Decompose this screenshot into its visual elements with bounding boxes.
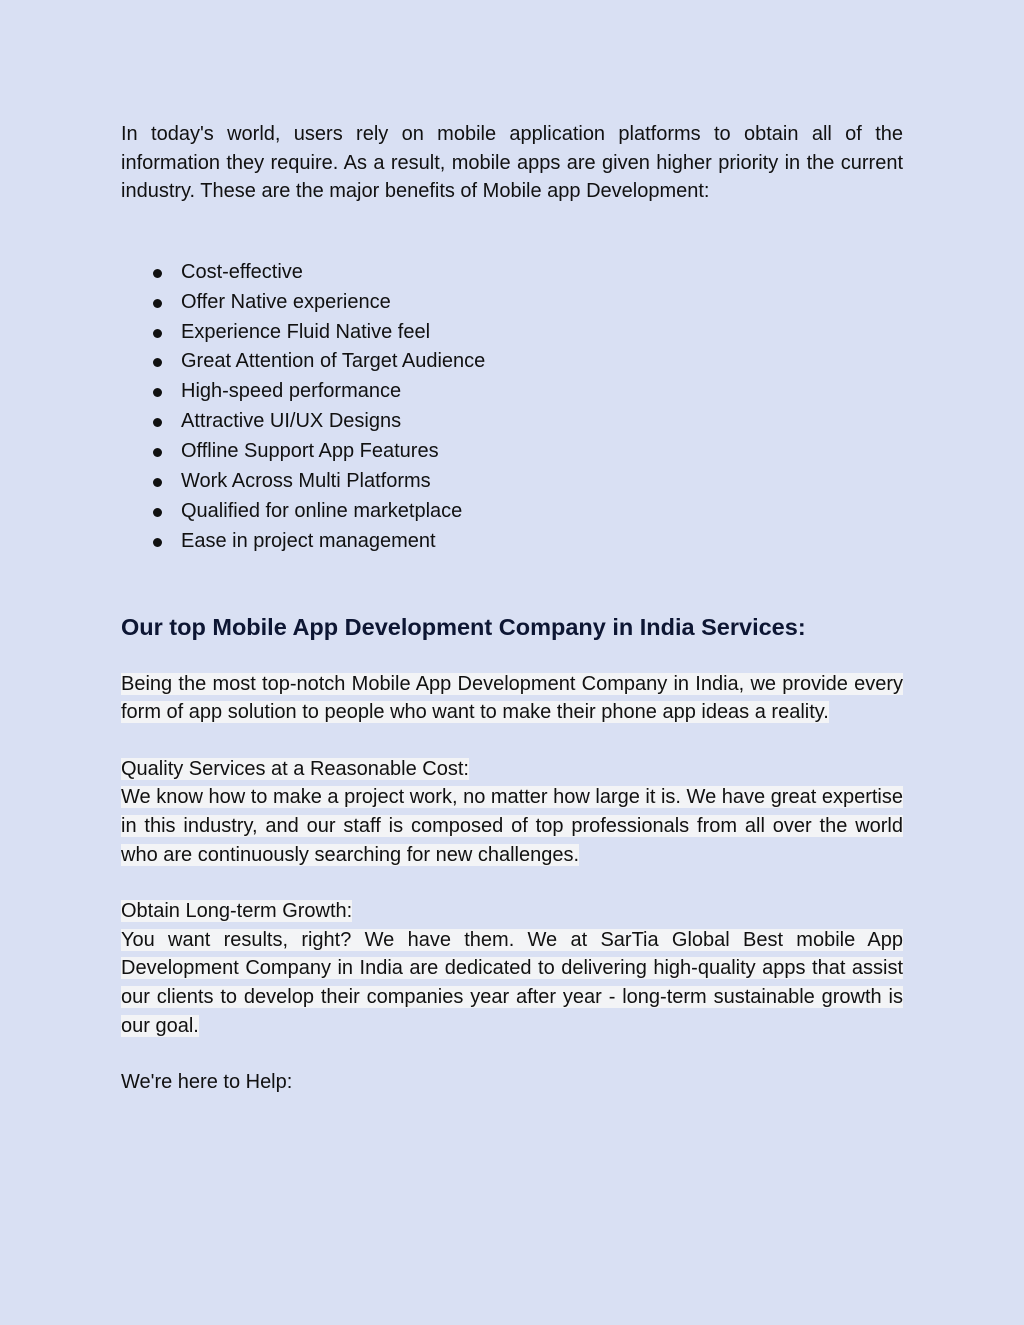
benefit-text: Offer Native experience xyxy=(181,290,391,313)
list-item xyxy=(121,467,903,497)
bullet-icon xyxy=(153,538,162,547)
benefit-text: Experience Fluid Native feel xyxy=(181,320,431,343)
benefit-text: Cost-effective xyxy=(181,260,303,283)
bullet-icon xyxy=(153,478,162,487)
benefit-text: High-speed performance xyxy=(181,380,402,403)
services-heading: Our top Mobile App Development Company in India Services: xyxy=(121,613,806,640)
services-intro-text: Being the most top-notch Mobile App Development Company in India, we provide every form of app solution to people who want to make their phone app ideas a reality. xyxy=(121,672,903,724)
list-item xyxy=(121,377,903,407)
bullet-icon xyxy=(153,388,162,397)
list-item xyxy=(121,258,903,288)
bullet-icon xyxy=(153,358,162,367)
closing-line: We're here to Help: xyxy=(121,1071,293,1094)
list-item xyxy=(121,407,903,437)
section-title-text: Quality Services at a Reasonable Cost: xyxy=(121,757,469,780)
bullet-icon xyxy=(153,329,162,338)
bullet-icon xyxy=(153,418,162,427)
benefit-text: Work Across Multi Platforms xyxy=(181,470,431,493)
list-item xyxy=(121,318,903,348)
benefit-text: Offline Support App Features xyxy=(181,440,439,463)
list-item xyxy=(121,527,903,557)
bullet-icon xyxy=(153,508,162,517)
services-intro-paragraph xyxy=(121,670,903,727)
section-title-text: Obtain Long-term Growth: xyxy=(121,900,353,923)
section-body-growth xyxy=(121,926,903,1040)
section-title-growth xyxy=(121,897,903,926)
list-item xyxy=(121,347,903,377)
benefit-text: Attractive UI/UX Designs xyxy=(181,410,402,433)
section-body-quality xyxy=(121,783,903,869)
section-body-text: We know how to make a project work, no matter how large it is. We have great expertise in this industry, and our staff is composed of top professionals from all over the world who are continuously searching for new challenges. xyxy=(121,786,903,866)
benefit-text: Qualified for online marketplace xyxy=(181,499,463,522)
benefits-list xyxy=(121,258,903,557)
benefit-text: Ease in project management xyxy=(181,529,436,552)
intro-paragraph: In today's world, users rely on mobile application platforms to obtain all of the information they require. As a result, mobile apps are given higher priority in the current industry. These are the major benefits of Mobile app Development: xyxy=(121,123,903,203)
bullet-icon xyxy=(153,269,162,278)
bullet-icon xyxy=(153,448,162,457)
benefit-text: Great Attention of Target Audience xyxy=(181,350,486,373)
list-item xyxy=(121,497,903,527)
section-title-quality xyxy=(121,755,903,784)
document-content xyxy=(121,120,903,1097)
bullet-icon xyxy=(153,299,162,308)
list-item xyxy=(121,437,903,467)
list-item xyxy=(121,288,903,318)
section-body-text: You want results, right? We have them. We at SarTia Global Best mobile App Development Company in India are dedicated to delivering high-quality apps that assist our clients to develop their companies year after year - long-term sustainable growth is our goal. xyxy=(121,928,903,1037)
